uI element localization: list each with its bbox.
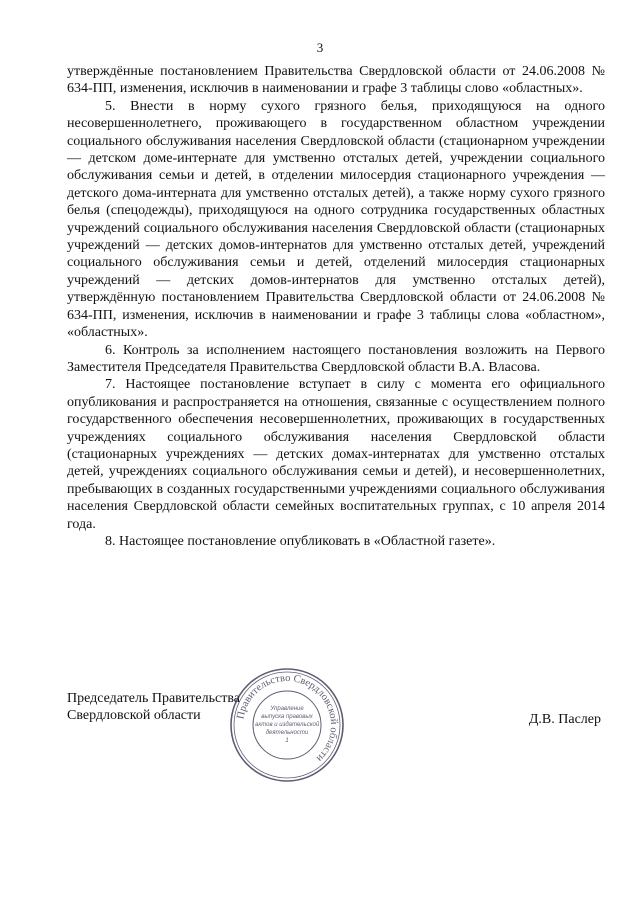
stamp-center-line: актов и издательской — [255, 722, 320, 728]
stamp-center-line: 1 — [285, 738, 289, 744]
paragraph-item-6: 6. Контроль за исполнением настоящего постановления возложить на Первого Заместителя Председателя Правительства Свердловской области В.А. Власова. — [67, 342, 605, 375]
paragraph-continuation: утверждённые постановлением Правительства Свердловской области от 24.06.2008 № 634-ПП, изменения, исключив в наименовании и графе 3 таблицы слово «областных». — [67, 64, 605, 97]
stamp-center-line: деятельности — [265, 730, 309, 736]
signatory-title-line-2: Свердловской области — [67, 708, 201, 724]
page-number: 3 — [316, 40, 324, 55]
signature-block — [67, 672, 605, 780]
stamp-center-line: выпуска правовых — [261, 714, 313, 720]
stamp-center-text — [255, 705, 319, 745]
signatory-name: Д.В. Паслер — [528, 712, 601, 727]
document-body — [67, 63, 605, 550]
paragraph-item-8: 8. Настоящее постановление опубликовать в «Областной газете». — [105, 533, 496, 549]
paragraph-item-7: 7. Настоящее постановление вступает в силу с момента его официального опубликования и распространяется на отношения, связанные с осуществлением полного государственного обеспечения несовершеннолетних, проживающих в государственных учреждениях социального обслуживания населения Свердловской области (стационарных учреждениях — детских домах-интернатах для умственно отсталых детей, учреждениях социального обслуживания семьи и детей), и несовершеннолетних, пребывающих в созданных государственными учреждениями социального обслуживания населения Свердловской области семейных воспитательных группах, с 10 апреля 2014 года. — [67, 377, 605, 532]
paragraph-item-5: 5. Внести в норму сухого грязного белья, приходящуюся на одного несовершеннолетнего, проживающего в государственном областном учреждении социального обслуживания населения Свердловской области (стационарном учреждении — детском доме-интернате для умственно отсталых детей, учреждении социального обслуживания семьи и детей, в отделении милосердия стационарного учреждения — детского дома-интерната для умственно отсталых детей), а также норму сухого грязного белья (спецодежды), приходящуюся на одного сотрудника государственных областных учреждений социального обслуживания населения Свердловской области (стационарных учреждений — детских домов-интернатов для умственно отсталых детей, учреждений социального обслуживания семьи и детей, отделений милосердия стационарных учреждений — детских домов-интернатов для умственно отсталых детей), утверждённую постановлением Правительства Свердловской области от 24.06.2008 № 634-ПП, изменения, исключив в наименовании и графе 3 таблицы слова «областном», «областных». — [67, 98, 605, 341]
signatory-title-line-1: Председатель Правительства — [67, 691, 240, 706]
signatory-title — [67, 690, 240, 725]
stamp-ring-text: Правительство Свердловской области — [235, 672, 340, 764]
stamp-center-line: Управление — [270, 706, 304, 712]
official-stamp — [227, 665, 347, 785]
